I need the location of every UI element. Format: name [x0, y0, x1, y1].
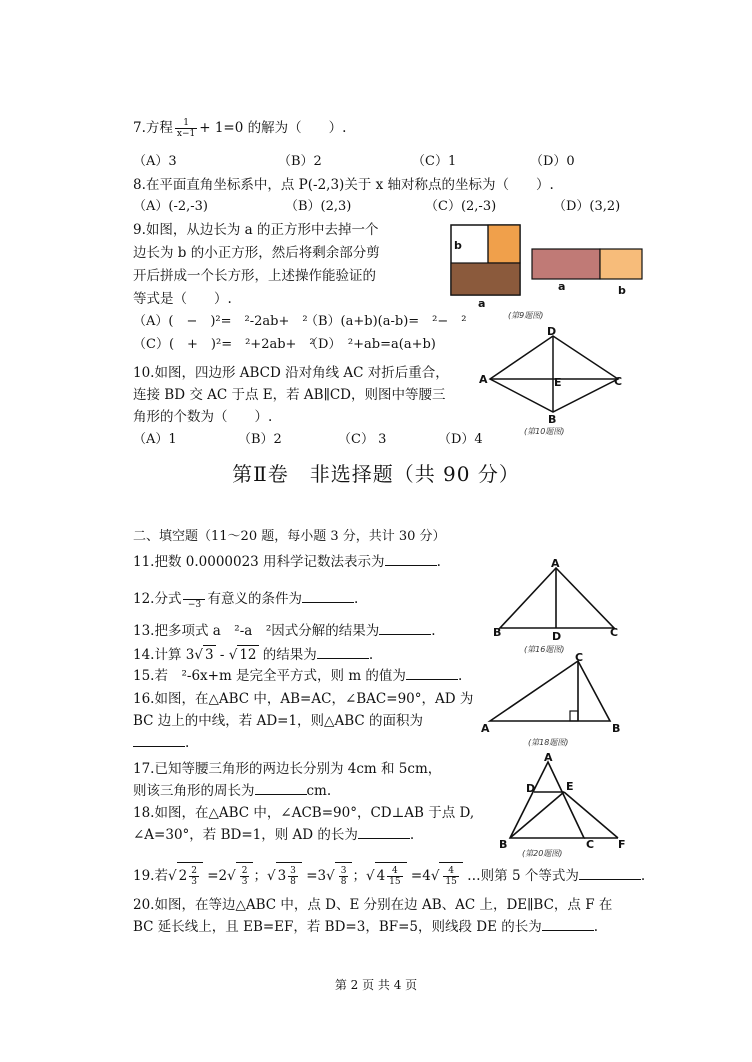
q9-line-1: 9.如图，从边长为 a 的正方形中去掉一个: [133, 222, 379, 238]
q10-figure: [476, 324, 632, 439]
q9-label-a2: a: [558, 280, 566, 293]
q17-text: 则该三角形的周长为: [133, 783, 255, 799]
q13-text: 13.把多项式 a ²-a ²因式分解的结果为: [133, 623, 380, 639]
q11-blank[interactable]: [385, 553, 437, 566]
fig16-label-b: B: [493, 626, 502, 639]
q19-blank[interactable]: [579, 867, 641, 880]
q19-t1-whole: 2: [178, 868, 188, 884]
q10-label-b: B: [548, 413, 557, 426]
q10-line-1: 10.如图，四边形 ABCD 沿对角线 AC 对折后重合，: [133, 365, 449, 381]
q20-blank[interactable]: [542, 918, 594, 931]
q12-blank[interactable]: [302, 590, 354, 603]
q11-text: 11.把数 0.0000023 用科学记数法表示为: [133, 554, 385, 570]
q9-brown-rect: [451, 263, 520, 295]
q18-blank[interactable]: [358, 826, 410, 839]
q14-suffix: 的结果为: [258, 647, 317, 663]
q9-option-a: （A）( − )²= ²-2ab+ ²: [133, 314, 308, 329]
fig20-label-e: E: [566, 780, 574, 793]
fig20-label-b: B: [499, 838, 508, 851]
q19-t1-num: 2: [191, 866, 197, 876]
q19-suffix: …则第 5 个等式为: [467, 868, 579, 884]
q14-minus: -: [215, 647, 229, 663]
q15-text: 15.若 ²-6x+m 是完全平方式，则 m 的值为: [133, 668, 406, 684]
q18-figure: [478, 648, 628, 748]
page-footer: 第 2 页 共 4 页: [334, 978, 418, 992]
q12-suffix: 有意义的条件为: [207, 591, 302, 607]
q19-t3-den2: 15: [445, 877, 457, 887]
q18-text: ∠A=30°，若 BD=1，则 AD 的长为: [133, 827, 358, 843]
fig20-label-f: F: [618, 838, 626, 851]
q10-option-d: （D）4: [438, 432, 483, 447]
q12-line: 12.分式 −3 有意义的条件为 .: [133, 591, 359, 610]
q10-line-3: 角形的个数为（ ）.: [133, 409, 273, 425]
q19-t3-den: 15: [389, 877, 401, 887]
q7-option-d: （D）0: [530, 154, 575, 169]
q9-line-2: 边长为 b 的小正方形，然后将剩余部分剪: [133, 245, 380, 261]
q9-figure: [448, 222, 648, 322]
part2-header: 二、填空题（11～20 题，每小题 3 分，共计 30 分）: [133, 529, 446, 544]
q7-frac-num: 1: [175, 118, 197, 129]
q7-prefix: 7.方程: [133, 120, 173, 136]
q11-line: 11.把数 0.0000023 用科学记数法表示为 .: [133, 554, 441, 570]
q10-option-a: （A）1: [133, 432, 177, 447]
fig18-label-c: C: [575, 651, 584, 664]
fig16-label-d: D: [552, 630, 562, 643]
q16-line-2: BC 边上的中线，若 AD=1，则△ABC 的面积为: [133, 713, 423, 729]
q9-label-a: a: [478, 297, 486, 310]
q19-t2-coef: 3: [317, 868, 327, 884]
section-title: 第Ⅱ卷 非选择题（共 90 分）: [232, 462, 520, 486]
q9-line-4: 等式是（ ）.: [133, 291, 232, 307]
q19-line: 19.若√ 2 $\frac{2}{3}$ =2√ $\frac{2}{3}$ ；√ 3 $\frac{3}{8}$ =3√ $\frac{3}{8}$ ；√ 4 $\frac{4}{15}$ =4√ $\frac{4}{15}$ …则第 5 个等式为 .: [133, 862, 645, 888]
q9-line-3: 开后拼成一个长方形，上述操作能验证的: [133, 268, 376, 284]
q7-line: [133, 118, 346, 139]
q19-t3-num2: 4: [443, 866, 458, 877]
q16-blank[interactable]: [133, 734, 185, 747]
fig20-label-d: D: [526, 782, 536, 795]
q16-line-3: .: [133, 734, 189, 752]
q12-frac-den: −3: [187, 600, 202, 610]
q19-t1-den: 3: [191, 877, 197, 887]
q19-t2-den2: 8: [340, 877, 347, 887]
q19-t2-num: 3: [290, 866, 296, 876]
q14-blank[interactable]: [317, 646, 369, 659]
q17-line-2: [133, 782, 331, 800]
q13-blank[interactable]: [379, 622, 431, 635]
q7-option-b: （B）2: [278, 154, 322, 169]
fig16-label-c: C: [610, 626, 619, 639]
q9-option-d: （D） ²+ab=a(a+b): [305, 337, 436, 352]
q19-t2-whole: 3: [277, 868, 287, 884]
fig16-caption: (第16题图): [524, 645, 565, 654]
q8-option-d: （D）(3,2): [553, 199, 621, 214]
q8-option-a: （A）(-2,-3): [133, 199, 208, 214]
q9-peach-rect: [600, 249, 642, 279]
q14-line: 14.计算 3√ 3 - √ 12 的结果为 .: [133, 647, 374, 663]
fig20-label-a: A: [544, 752, 553, 764]
q9-caption: (第9题图): [508, 311, 544, 320]
q16-line-1: 16.如图，在△ABC 中，AB=AC，∠BAC=90°，AD 为: [133, 691, 474, 707]
q9-option-b: （B）(a+b)(a-b)= ²− ²: [305, 314, 467, 329]
q10-caption: (第10题图): [524, 427, 565, 436]
q8-text: 8.在平面直角坐标系中，点 P(-2,3)关于 x 轴对称点的坐标为（ ）.: [133, 177, 554, 193]
q7-option-a: （A）3: [133, 154, 177, 169]
q14-prefix: 14.计算 3: [133, 647, 195, 663]
q17-unit: cm.: [306, 783, 332, 799]
q19-prefix: 19.若: [133, 868, 168, 884]
q8-option-c: （C）(2,-3): [425, 199, 497, 214]
fig18-caption: (第18题图): [528, 738, 569, 747]
fig16-label-a: A: [551, 557, 560, 570]
q19-t1-coef: 2: [218, 868, 228, 884]
q19-t3-num: 4: [387, 866, 402, 877]
q10-label-a: A: [479, 373, 488, 386]
q7-frac-den: x−1: [176, 129, 196, 139]
fig20-label-c: C: [586, 838, 595, 851]
q19-t3-coef: 4: [422, 868, 431, 884]
q15-blank[interactable]: [406, 667, 458, 680]
q10-option-b: （B）2: [238, 432, 282, 447]
q9-option-c: （C）( + )²= ²+2ab+ ²: [133, 337, 315, 352]
q10-label-e: E: [554, 376, 562, 389]
q9-rose-rect: [532, 249, 600, 279]
fig18-label-a: A: [481, 722, 490, 735]
q12-fraction: [183, 589, 205, 610]
q18-line-1: 18.如图，在△ABC 中，∠ACB=90°，CD⊥AB 于点 D,: [133, 805, 475, 821]
q9-label-b2: b: [618, 284, 626, 297]
q20-text: BC 延长线上，且 EB=EF，若 BD=3，BF=5，则线段 DE 的长为: [133, 919, 542, 935]
q14-radicand-2: 12: [239, 647, 257, 663]
q20-line-2: BC 延长线上，且 EB=EF，若 BD=3，BF=5，则线段 DE 的长为 .: [133, 919, 599, 935]
fig20-caption: (第20题图): [522, 849, 563, 858]
q20-figure: [492, 752, 632, 860]
q10-label-d: D: [547, 325, 557, 338]
q17-blank[interactable]: [255, 782, 307, 795]
q7-fraction: [175, 118, 197, 139]
q7-option-c: （C）1: [412, 154, 457, 169]
q10-option-c: （C） 3: [338, 432, 387, 447]
q14-radicand-1: 3: [204, 647, 214, 663]
q16-figure: [490, 556, 622, 656]
q8-option-b: （B）(2,3): [285, 199, 352, 214]
q19-t3-whole: 4: [376, 868, 386, 884]
q19-t1-den2: 3: [241, 877, 248, 887]
q19-t1-num2: 2: [241, 866, 248, 876]
q20-line-1: 20.如图，在等边△ABC 中，点 D、E 分别在边 AB、AC 上，DE∥BC，点 F 在: [133, 897, 613, 913]
fig18-label-b: B: [612, 722, 621, 735]
q10-line-2: 连接 BD 交 AC 于点 E，若 AB∥CD，则图中等腰三: [133, 387, 446, 403]
q15-line: 15.若 ²-6x+m 是完全平方式，则 m 的值为 .: [133, 668, 463, 684]
q18-line-2: ∠A=30°，若 BD=1，则 AD 的长为 .: [133, 827, 415, 843]
q9-orange-rect: [488, 225, 520, 263]
q10-label-c: C: [614, 375, 623, 388]
q17-line-1: 17.已知等腰三角形的两边长分别为 4cm 和 5cm，: [133, 761, 442, 777]
q7-suffix: + 1=0 的解为（ ）.: [199, 120, 347, 136]
q13-line: 13.把多项式 a ²-a ²因式分解的结果为 .: [133, 623, 436, 639]
q19-t2-den: 8: [290, 877, 296, 887]
q12-prefix: 12.分式: [133, 591, 182, 607]
q19-t2-num2: 3: [340, 866, 347, 876]
q9-label-b: b: [454, 239, 462, 252]
